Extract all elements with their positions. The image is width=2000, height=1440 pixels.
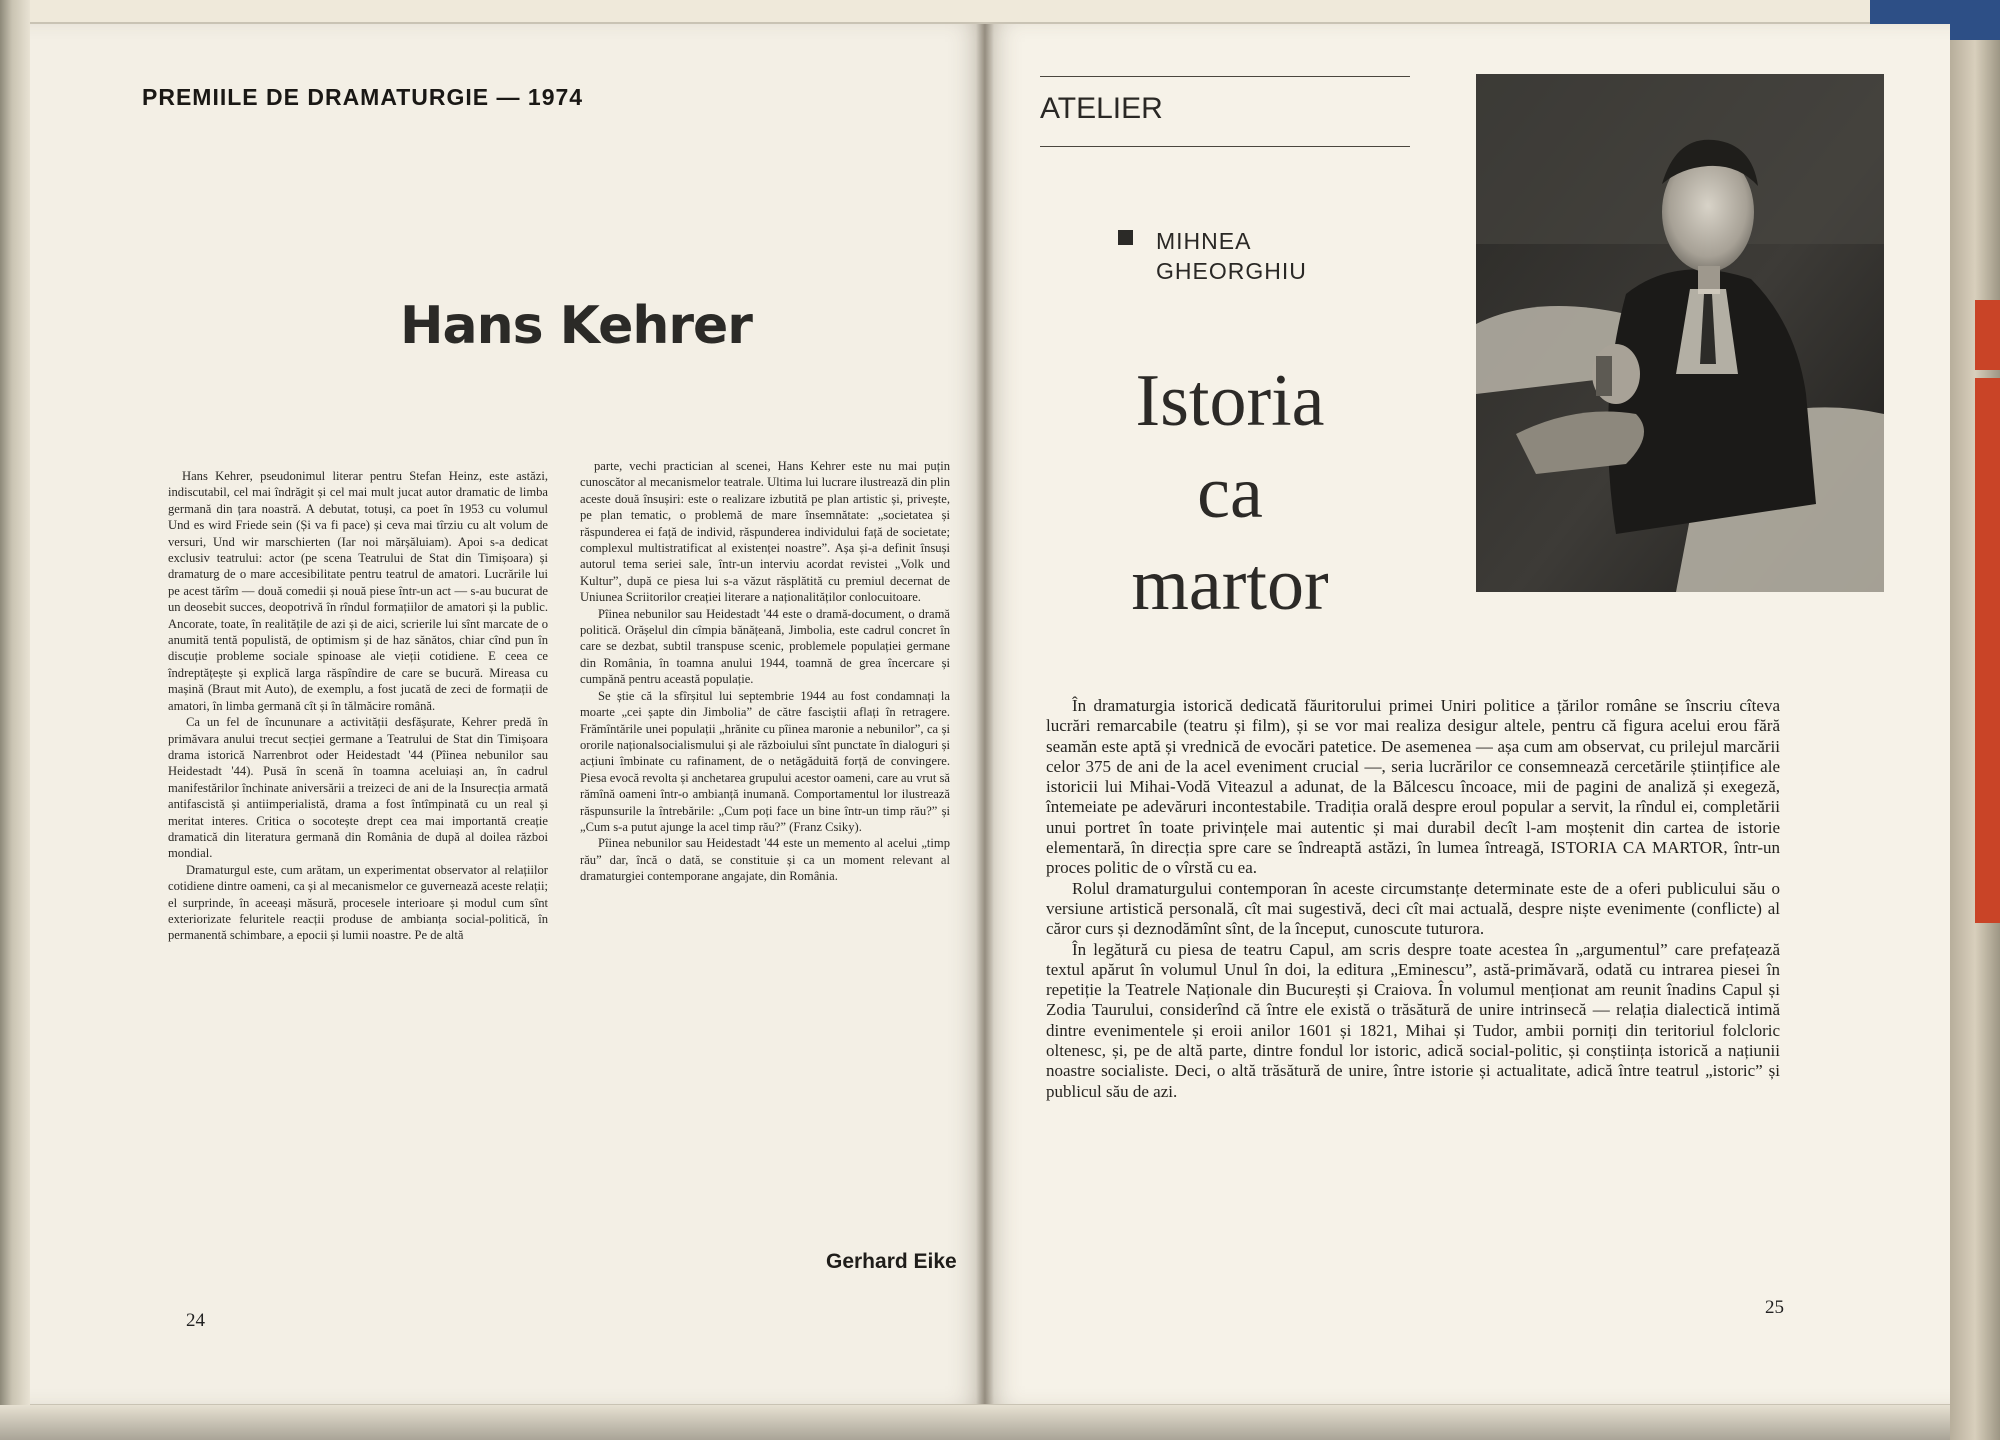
paragraph: Dramaturgul este, cum arătam, un experimentat observator al relațiilor cotidiene dintre oameni, ca și al mecanismelor ce guvernează aceste relații; el surprinde, în aceeași măsură, procesele interioare și modul cum sînt exteriorizate feluritele reacții produse de ambianța social-politică, în permanentă schimbare, a epocii și lumii noastre. Pe de altă	[168, 862, 548, 943]
paragraph: În dramaturgia istorică dedicată făuritorului primei Uniri politice a țărilor române se înscriu cîteva lucrări remarcabile (teatru și film), și se vor mai realiza desigur altele, pentru că figura acelui erou fără seamăn este aptă și vrednică de evocări patetice. De asemenea — așa cum am observat, cu prilejul marcării celor 375 de ani de la acel eveniment crucial —, seria lucrărilor ce consemnează cercetările științifice ale istoricii lui Mihai-Vodă Viteazul a adunat, de la Bălcescu încoace, mii de pagini de analiză și exegeză, întemeiate pe adevăruri incontestabile. Tradiția orală despre eroul popular a servit, la rîndul ei, completării unui portret în toate privințele mai autentic și mai durabil decît l-am moștenit din cartea de istorie elementară, în direcția spre care se îndreaptă astăzi, în lumea întreagă, ISTORIA CA MARTOR, într-un proces politic de o vîrstă cu ea.	[1046, 696, 1780, 878]
square-bullet-icon	[1118, 230, 1133, 245]
page-marker-tab	[1975, 300, 2000, 370]
title-line: martor	[1131, 544, 1329, 626]
text-column-2	[580, 458, 950, 885]
paragraph: Pîinea nebunilor sau Heidestadt '44 este un memento al acelui „timp rău” dar, încă o dată, se constituie și ca un moment relevant al dramaturgiei contemporane angajate, din România.	[580, 836, 950, 884]
paragraph: parte, vechi practician al scenei, Hans Kehrer este nu mai puțin cunoscător al mecanismelor teatrale. Ultima lui lucrare ilustrează din plin aceste două însușiri: este o realizare izbutită pe plan artistic și, privește, pe plan tematic, o problemă de mare însemnătate: „societatea și răspunderea ei față de individ, răspunderea individului față de societate; complexul multistratificat al existenței noastre”. Așa și-a definit însuși autorul tema seriei sale, într-un interviu acordat revistei „Volk und Kultur”, după ce piesa lui s-a văzut răsplătită cu premiul decernat de Uniunea Scriitorilor creației literare a naționalităților conlocuitoare.	[580, 459, 950, 605]
paragraph: Rolul dramaturgului contemporan în aceste circumstanțe determinate este de a oferi publicului său o versiune artistică personală, cît mai sugestivă, deci cît mai actuală, despre niște evenimente (conflicte) al căror curs și deznodămînt sînt, de la început, cunoscute tuturora.	[1046, 878, 1780, 939]
book-bottom-edge	[0, 1405, 2000, 1440]
book-left-edge	[0, 0, 30, 1440]
author-portrait-photo	[1476, 74, 1884, 592]
book-top-edge	[0, 0, 2000, 22]
section-header: PREMIILE DE DRAMATURGIE — 1974	[142, 84, 584, 110]
article-body	[1046, 696, 1780, 1102]
paragraph: Ca un fel de încununare a activității desfășurate, Kehrer predă în primăvara anului trecut secției germane a Teatrului de Stat din Timișoara drama istorică Narrenbrot oder Heidestadt '44 (Pîinea nebunilor sau Heidestadt '44). Pusă în scenă în toamna aceluiași an, în cadrul manifestărilor închinate aniversării a treizeci de ani de la Insurecția armată antifascistă și antiimperialistă, drama a fost întîmpinată cu un real și meritat interes. Critica o socotește drept cea mai importantă creație dramatică din literatura germană din România de după al doilea război mondial.	[168, 715, 548, 861]
text-column-1	[168, 468, 548, 944]
article-title: Hans Kehrer	[400, 296, 752, 356]
article-title-right	[1100, 355, 1360, 631]
article-author: Gerhard Eike	[826, 1250, 957, 1273]
divider-line	[1040, 76, 1410, 77]
title-line: ca	[1197, 452, 1263, 534]
page-gutter	[976, 24, 994, 1404]
page-number-left: 24	[186, 1310, 205, 1331]
page-marker-tab	[1975, 378, 2000, 923]
divider-line	[1040, 146, 1410, 147]
section-label: ATELIER	[1040, 92, 1163, 125]
title-line: Istoria	[1135, 360, 1325, 442]
paragraph: Pîinea nebunilor sau Heidestadt '44 este o dramă-document, o dramă politică. Orășelul din cîmpia bănățeană, Jimbolia, este cadrul concret în care se dezbat, subtil transpuse scenic, problemele populației germane din România, în toamna anului 1944, toamnă de grea încercare și cumpănă pentru această populație.	[580, 606, 950, 687]
paragraph: Hans Kehrer, pseudonimul literar pentru Stefan Heinz, este astăzi, indiscutabil, cel mai îndrăgit și cel mai mult jucat autor dramatic de limba germană din țara noastră. A debutat, totuși, ca poet în 1953 cu volumul Und es wird Friede sein (Și va fi pace) și ceva mai tîrziu cu alt volum de versuri, Und wir marschierten (Iar noi mărșăluiam). Apoi s-a dedicat exclusiv teatrului: actor (pe scena Teatrului de Stat din Timișoara) și dramaturg de o mare accesibilitate pentru teatrul de amatori. Lucrările lui pe acest tărîm — două comedii și nouă piese într-un act — s-au bucurat de un deosebit succes, deopotrivă în rîndul formațiilor de amatori și la public. Ancorate, toate, în realitățile de azi și de aici, scrierile lui sînt marcate de o anumită tentă populistă, de optimism și de haz sănătos, chiar cînd pun în discuție probleme sociale spinoase ale vieții cotidiene. E ceea ce îndreptățește și explică larga răspîndire de care se bucură. Mireasa cu mașină (Braut mit Auto), de exemplu, a fost jucată de zeci de formații de amatori, în limba germană cît și în tălmăcire română.	[168, 469, 548, 713]
page-number-right: 25	[1765, 1297, 1784, 1318]
paragraph: Se știe că la sfîrșitul lui septembrie 1944 au fost condamnați la moarte „cei șapte din Jimbolia” de către fasciștii aflați în retragere. Frămîntările unei populații „hrănite cu pîinea maronie a nebunilor”, ca și ororile naționalsocialismului și ale războiului sînt punctate în dialoguri și acțiuni îmbinate cu rafinament, de o netăgăduită forță de convingere. Piesa evocă revolta și anchetarea grupului acestor oameni, care au vrut să rămînă oameni într-o ambianță inumană. Comportamentul lor ilustrează răspunsurile la întrebările: „Cum poți face un bine într-un timp rău?” și „Cum s-a putut ajunge la acel timp rău?” (Franz Csiky).	[580, 688, 950, 834]
author-name: MIHNEA GHEORGHIU	[1156, 228, 1307, 284]
paragraph: În legătură cu piesa de teatru Capul, am scris despre toate acestea în „argumentul” care prefațează textul apărut în volumul Unul în doi, la editura „Eminescu”, astă-primăvară, odată cu intrarea piesei în repetiție la Teatrele Naționale din București și Craiova. În volumul menționat am reunit înadins Capul și Zodia Taurului, considerînd că între ele există o trăsătură de unire intrinsecă — relația dialectică intimă dintre evenimentele și eroii anilor 1601 și 1821, Mihai și Tudor, ambii porniți din teritoriul folcloric oltenesc, și, pe de altă parte, dintre fondul lor istoric, adică social-politic, și conștiința istorică a națiunii noastre socialiste. Deci, o altă trăsătură de unire, între istorie și actualitate, adică între teatrul „istoric” și publicul său de azi.	[1046, 939, 1780, 1101]
